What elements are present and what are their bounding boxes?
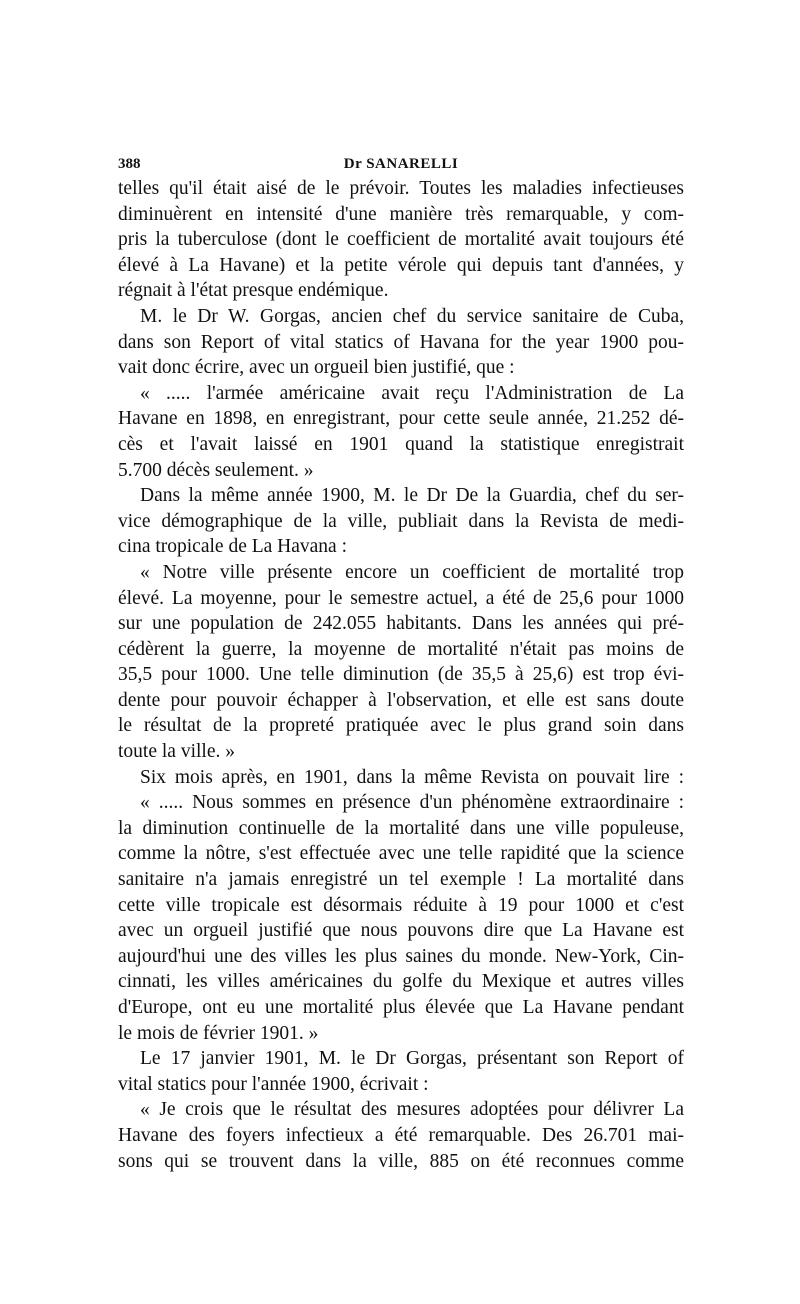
text-line: toute la ville. » xyxy=(118,741,235,763)
running-head: Dr SANARELLI xyxy=(343,156,459,172)
page-number: 388 xyxy=(118,156,141,172)
text-line: cédèrent la guerre, la moyenne de mortalité n'était pas moins de xyxy=(118,638,684,660)
text-line: telles qu'il était aisé de le prévoir. Toutes les maladies infectieuses xyxy=(118,178,684,199)
text-line: diminuèrent en intensité d'une manière très remarquable, y com- xyxy=(118,203,684,225)
text-line: « ..... Nous sommes en présence d'un phénomène extraordinaire : xyxy=(140,792,684,814)
text-line: 35,5 pour 1000. Une telle diminution (de 35,5 à 25,6) est trop évi- xyxy=(118,664,684,686)
text-line: élevé. La moyenne, pour le semestre actuel, a été de 25,6 pour 1000 xyxy=(118,587,684,609)
text-line: « Je crois que le résultat des mesures adoptées pour délivrer La xyxy=(140,1099,684,1121)
text-line: le mois de février 1901. » xyxy=(118,1022,319,1044)
text-line: « ..... l'armée américaine avait reçu l'Administration de La xyxy=(140,382,684,404)
text-line: pris la tuberculose (dont le coefficient de mortalité avait toujours été xyxy=(118,229,684,251)
text-line: M. le Dr W. Gorgas, ancien chef du service sanitaire de Cuba, xyxy=(140,305,684,327)
text-line: aujourd'hui une des villes les plus saines du monde. New-York, Cin- xyxy=(118,945,684,967)
text-line: d'Europe, ont eu une mortalité plus élevée que La Havane pendant xyxy=(118,997,684,1018)
text-line: Le 17 janvier 1901, M. le Dr Gorgas, présentant son Report of xyxy=(140,1048,684,1070)
text-line: Havane des foyers infectieux a été remarquable. Des 26.701 mai- xyxy=(118,1124,684,1146)
text-line: Havane en 1898, en enregistrant, pour cette seule année, 21.252 dé- xyxy=(118,408,684,430)
text-line: le résultat de la propreté pratiquée avec le plus grand soin dans xyxy=(118,715,684,737)
body-text xyxy=(118,176,684,1174)
text-line: cès et l'avait laissé en 1901 quand la statistique enregistrait xyxy=(118,433,684,455)
text-line: élevé à La Havane) et la petite vérole qui depuis tant d'années, y xyxy=(118,254,684,276)
text-line: cette ville tropicale est désormais réduite à 19 pour 1000 et c'est xyxy=(118,894,684,916)
text-line: la diminution continuelle de la mortalité dans une ville populeuse, xyxy=(118,817,684,839)
page-header xyxy=(118,148,684,176)
text-line: régnait à l'état presque endémique. xyxy=(118,280,389,302)
text-line: vice démographique de la ville, publiait dans la Revista de medi- xyxy=(118,510,684,532)
text-line: vital statics pour l'année 1900, écrivait : xyxy=(118,1073,429,1095)
text-line: dans son Report of vital statics of Havana for the year 1900 pou- xyxy=(118,331,684,353)
text-line: Dans la même année 1900, M. le Dr De la Guardia, chef du ser- xyxy=(140,485,684,507)
text-line: dente pour pouvoir échapper à l'observation, et elle est sans doute xyxy=(118,689,684,711)
text-line: Six mois après, en 1901, dans la même Revista on pouvait lire : xyxy=(140,766,684,788)
text-line: « Notre ville présente encore un coefficient de mortalité trop xyxy=(140,561,684,583)
text-line: sanitaire n'a jamais enregistré un tel exemple ! La mortalité dans xyxy=(118,869,684,891)
book-page xyxy=(118,148,684,1174)
text-line: sons qui se trouvent dans la ville, 885 on été reconnues comme xyxy=(118,1150,684,1172)
text-line: vait donc écrire, avec un orgueil bien justifié, que : xyxy=(118,357,515,379)
text-line: comme la nôtre, s'est effectuée avec une telle rapidité que la science xyxy=(118,843,684,865)
text-line: cina tropicale de La Havana : xyxy=(118,536,348,558)
text-line: sur une population de 242.055 habitants. Dans les années qui pré- xyxy=(118,613,684,635)
text-line: 5.700 décès seulement. » xyxy=(118,459,314,481)
text-line: cinnati, les villes américaines du golfe du Mexique et autres villes xyxy=(118,971,684,993)
text-line: avec un orgueil justifié que nous pouvons dire que La Havane est xyxy=(118,920,684,942)
